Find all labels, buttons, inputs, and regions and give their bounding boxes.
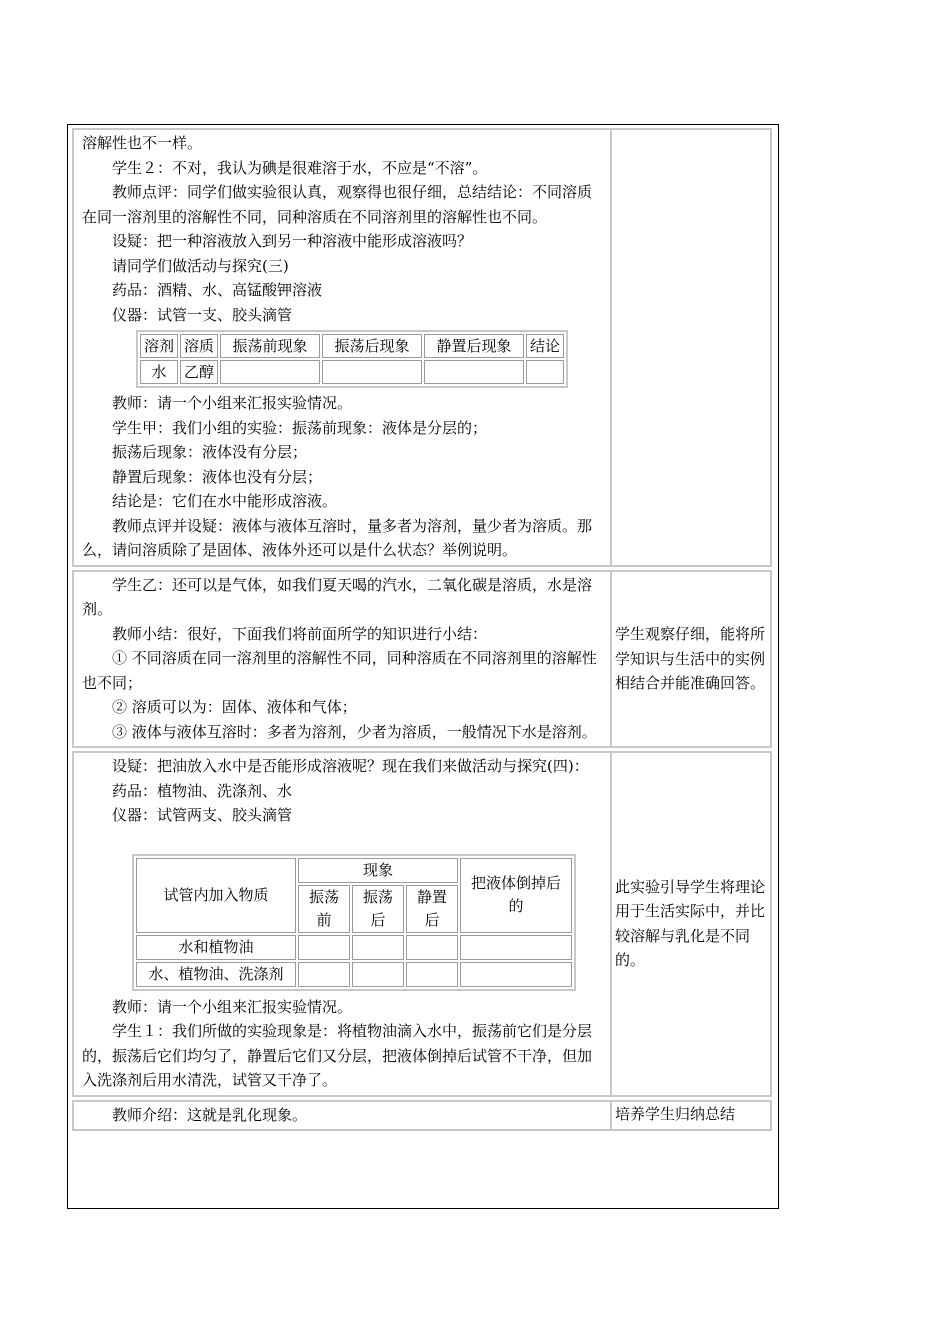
header-cell: 静置后: [406, 885, 458, 933]
text-line: ③ 液体与液体互溶时：多者为溶剂，少者为溶质，一般情况下水是溶剂。: [112, 722, 597, 741]
text-line: 教师点评并设疑：液体与液体互溶时，量多者为溶剂，量少者为溶质。那么，请问溶质除了是固体、液体外还可以是什么状态？举例说明。: [82, 516, 593, 559]
lesson-row-1-note: [612, 130, 770, 565]
table-cell: [406, 935, 458, 960]
lesson-row-4-content: [74, 1102, 612, 1130]
table-cell: [460, 962, 572, 987]
lesson-row-3-note: 此实验引导学生将理论用于生活实际中，并比较溶解与乳化是不同的。: [615, 877, 766, 970]
table-cell: 水和植物油: [136, 935, 296, 960]
header-cell: 现象: [298, 858, 458, 883]
text-line: 教师：请一个小组来汇报实验情况。: [112, 394, 353, 412]
text-line: ① 不同溶质在同一溶剂里的溶解性不同，同种溶质在不同溶剂里的溶解性也不同；: [82, 649, 597, 692]
table-cell: [298, 935, 350, 960]
text-line: 学生甲：我们小组的实验：振荡前现象：液体是分层的；: [112, 418, 488, 437]
text-line: 药品：酒精、水、高锰酸钾溶液: [112, 281, 323, 299]
table-cell: [298, 962, 350, 987]
table-cell: [352, 962, 404, 987]
table-cell: [526, 360, 564, 384]
text-line: 学生１：我们所做的实验现象是：将植物油滴入水中，振荡前它们是分层的，振荡后它们均匀了，静置后它们又分层，把液体倒掉后试管不干净，但加入洗涤剂后用水清洗，试管又干净了。: [82, 1022, 593, 1089]
text-line: 药品：植物油、洗涤剂、水: [112, 781, 293, 800]
experiment-table-4: [132, 854, 576, 991]
text-line: 设疑：把一种溶液放入到另一种溶液中能形成溶液吗？: [112, 232, 473, 250]
lesson-row-3-content: [74, 753, 612, 1095]
table-header-row: [140, 334, 564, 358]
table-cell: [352, 935, 404, 960]
text-line: 仪器：试管一支、胶头滴管: [112, 305, 293, 324]
lesson-row-4-note: 培养学生归纳总结: [615, 1104, 736, 1123]
table-row: [140, 360, 564, 384]
header-cell: 静置后现象: [424, 334, 524, 358]
text-line: 教师介绍：这就是乳化现象。: [112, 1105, 308, 1124]
table-cell: [424, 360, 524, 384]
header-cell: 振荡前: [298, 885, 350, 933]
spacer: [82, 828, 606, 850]
table-row: [136, 962, 572, 987]
lesson-row-2: [72, 570, 772, 749]
text-line: 请同学们做活动与探究(三): [112, 256, 289, 275]
lesson-row-1-content: [74, 130, 612, 565]
text-line: 静置后现象：液体也没有分层；: [112, 467, 323, 486]
header-cell: 振荡后: [352, 885, 404, 933]
lesson-row-2-note: 学生观察仔细，能将所学知识与生活中的实例相结合并能准确回答。: [615, 625, 766, 692]
header-cell: 振荡后现象: [322, 334, 422, 358]
header-cell: 振荡前现象: [220, 334, 320, 358]
table-cell: 乙醇: [180, 360, 218, 384]
table-cell: [406, 962, 458, 987]
text-line: 教师点评：同学们做实验很认真，观察得也很仔细，总结结论：不同溶质在同一溶剂里的溶解性不同，同种溶质在不同溶剂里的溶解性也不同。: [82, 183, 593, 226]
header-cell: 溶剂: [140, 334, 178, 358]
text-line: 教师小结：很好，下面我们将前面所学的知识进行小结：: [112, 624, 488, 643]
lesson-row-2-content: [74, 572, 612, 747]
table-cell: 水、植物油、洗涤剂: [136, 962, 296, 987]
lesson-row-4: [72, 1100, 772, 1132]
text-line: 溶解性也不一样。: [82, 134, 203, 152]
header-cell: 试管内加入物质: [136, 858, 296, 933]
text-line: 教师：请一个小组来汇报实验情况。: [112, 997, 353, 1016]
table-header-row: [136, 858, 572, 883]
table-row: [136, 935, 572, 960]
text-line: 学生２：不对，我认为碘是很难溶于水，不应是“不溶”。: [112, 158, 488, 177]
lesson-row-1: [72, 128, 772, 567]
lesson-table: [72, 128, 772, 1134]
text-line: 仪器：试管两支、胶头滴管: [112, 806, 293, 824]
header-cell: 溶质: [180, 334, 218, 358]
text-line: ② 溶质可以为：固体、液体和气体；: [112, 698, 357, 716]
lesson-row-3: [72, 751, 772, 1097]
table-cell: [460, 935, 572, 960]
text-line: 振荡后现象：液体没有分层；: [112, 443, 308, 461]
table-cell: 水: [140, 360, 178, 384]
header-cell: 把液体倒掉后的: [460, 858, 572, 933]
header-cell: 结论: [526, 334, 564, 358]
text-line: 设疑：把油放入水中是否能形成溶液呢？现在我们来做活动与探究(四)：: [112, 757, 589, 775]
text-line: 学生乙：还可以是气体，如我们夏天喝的汽水，二氧化碳是溶质，水是溶剂。: [82, 575, 593, 618]
table-cell: [322, 360, 422, 384]
experiment-table-3: [136, 330, 568, 388]
text-line: 结论是：它们在水中能形成溶液。: [112, 492, 338, 510]
table-cell: [220, 360, 320, 384]
